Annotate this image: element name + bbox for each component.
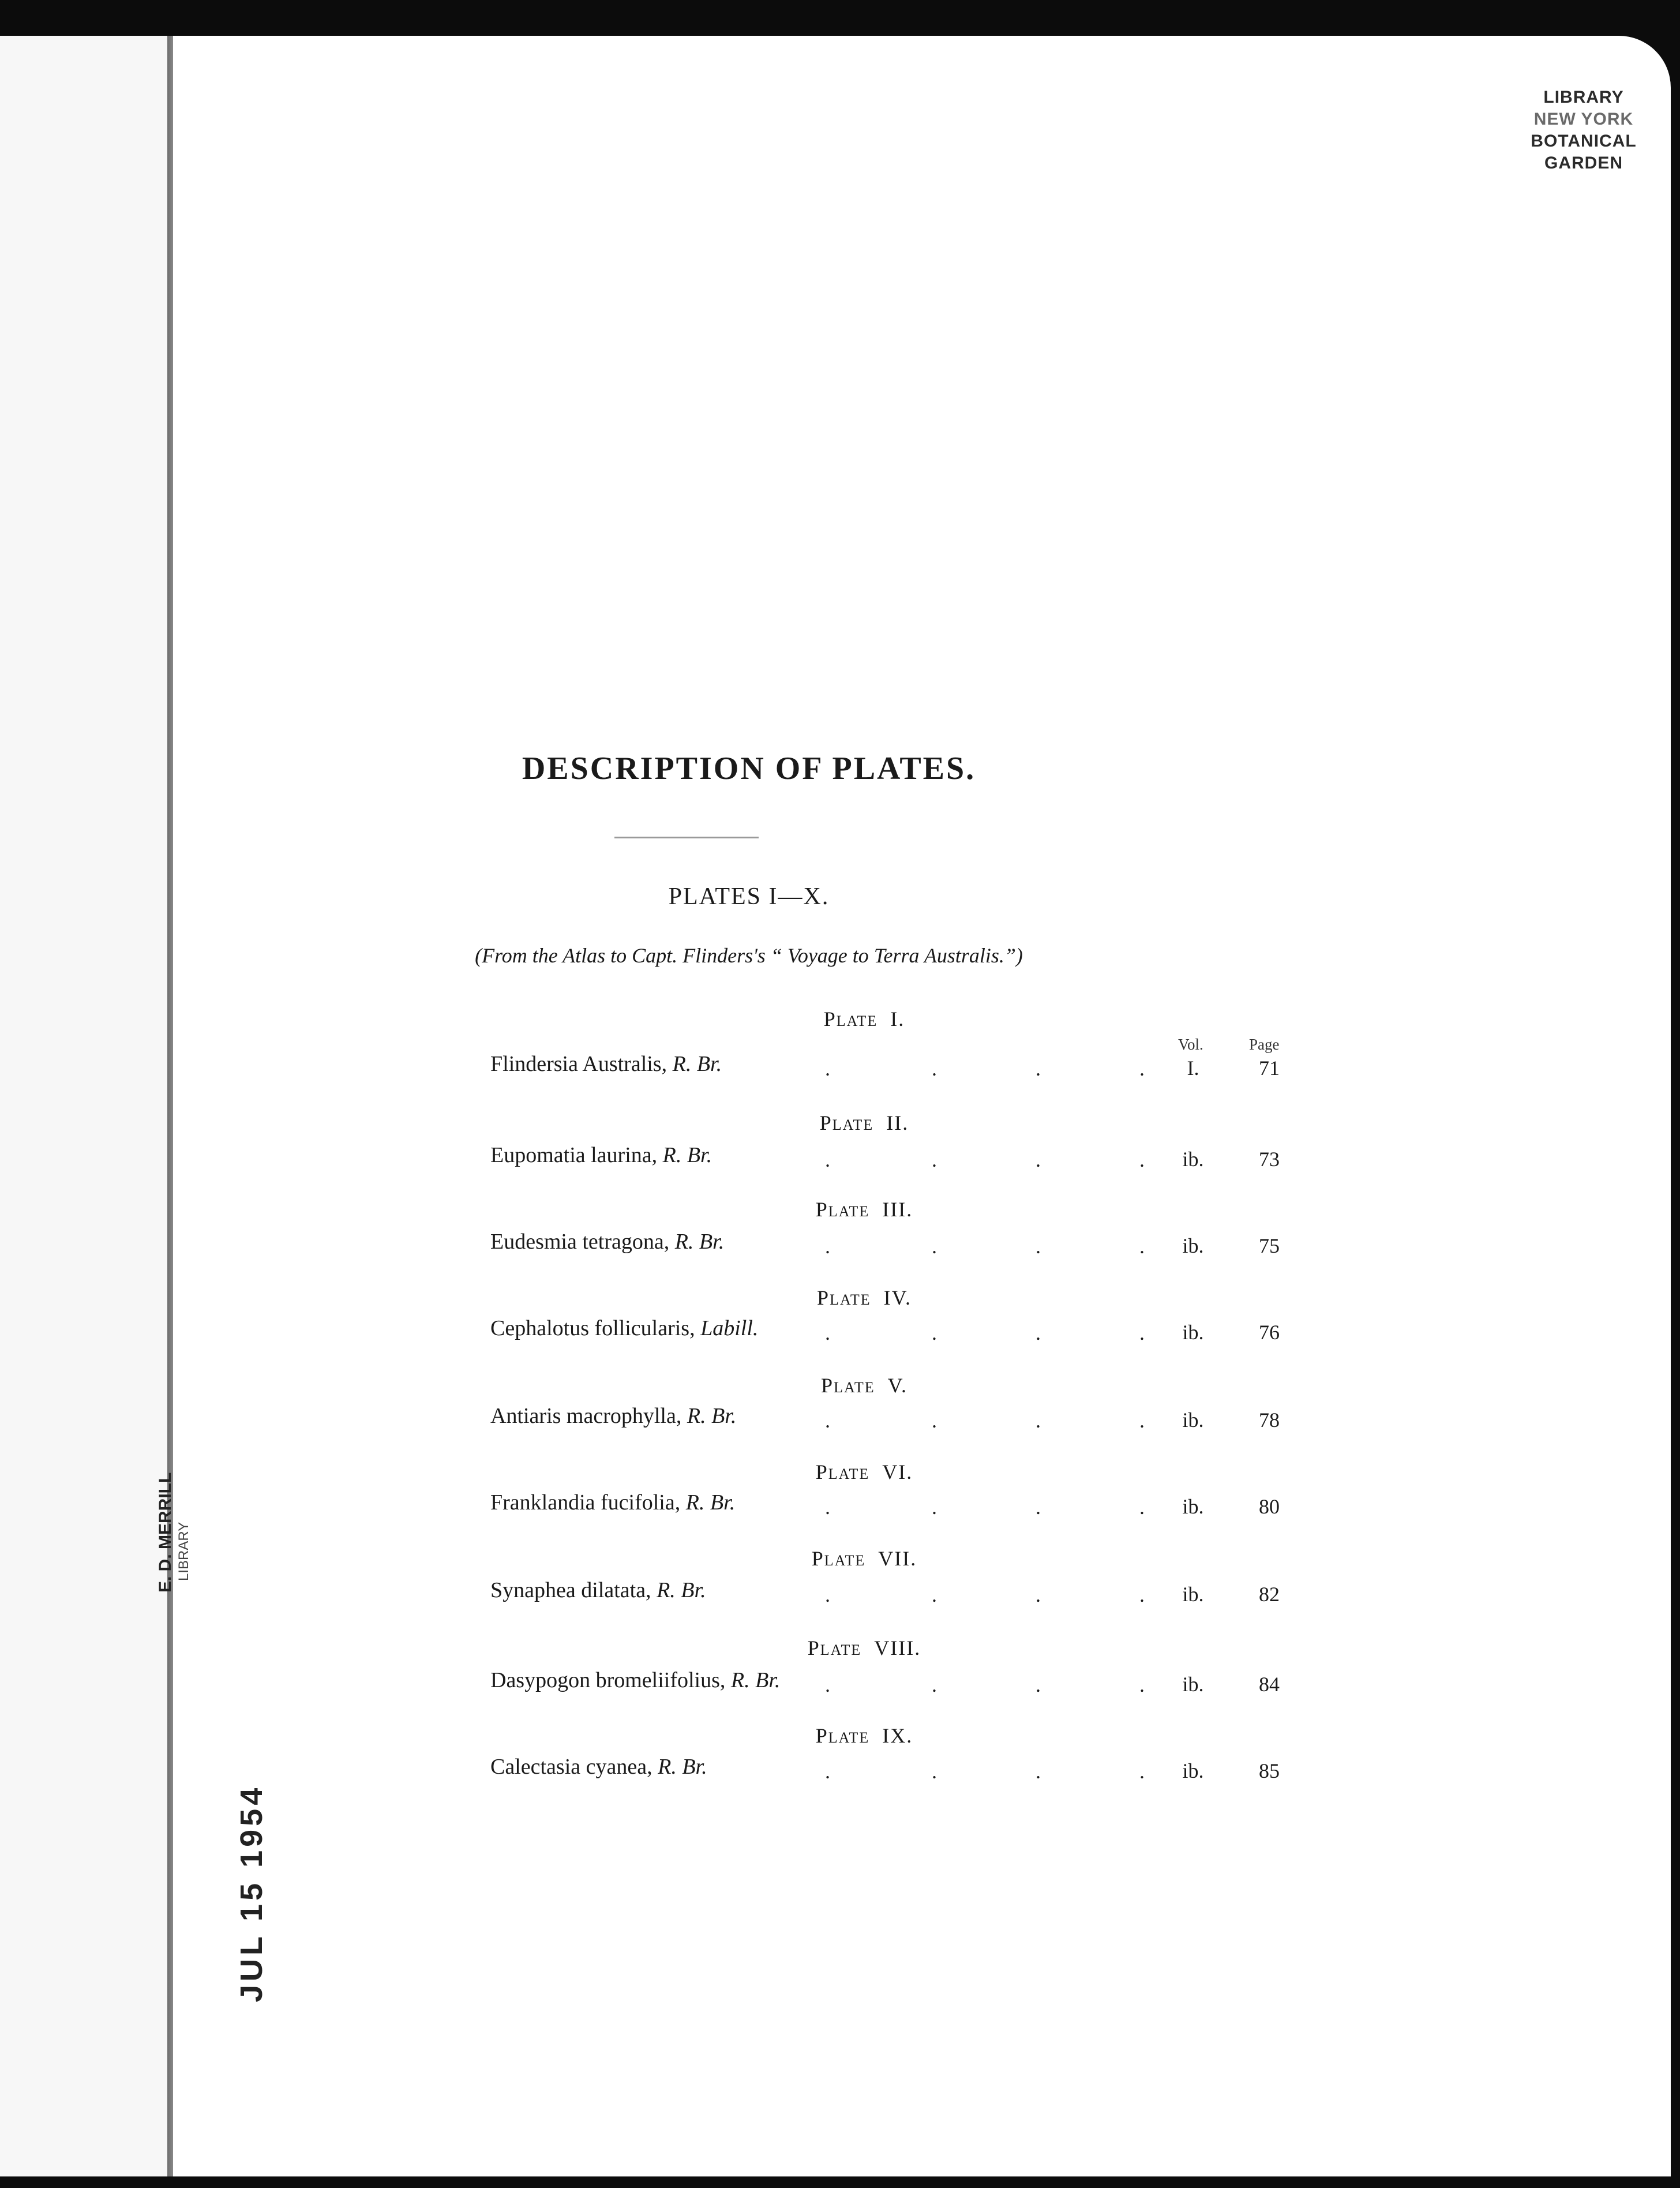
plate-heading: PLATE I. xyxy=(823,1007,905,1031)
leader-dot: . xyxy=(1139,1409,1145,1432)
plate-species-entry xyxy=(490,1668,780,1693)
stamp-line: BOTANICAL xyxy=(1531,132,1637,151)
leader-dot: . xyxy=(825,1148,830,1171)
plate-heading: PLATE VII. xyxy=(811,1547,917,1570)
page-reference: 76 xyxy=(1259,1321,1280,1344)
stamp-line: LIBRARY xyxy=(1543,88,1624,107)
leader-dot: . xyxy=(1036,1496,1041,1519)
species-name: Flindersia Australis, xyxy=(490,1052,673,1076)
volume-reference: ib. xyxy=(1182,1759,1204,1782)
plate-species-entry xyxy=(490,1578,706,1603)
leader-dot: . xyxy=(825,1673,830,1696)
leader-dot: . xyxy=(1036,1409,1041,1432)
plate-heading: PLATE III. xyxy=(815,1198,913,1221)
date-stamp: JUL 15 1954 xyxy=(234,1784,269,2002)
plate-species-entry xyxy=(490,1490,735,1515)
page-reference: 73 xyxy=(1259,1148,1280,1171)
stamp-line: E. D. MERRILL xyxy=(156,1472,175,1593)
plate-species-entry xyxy=(490,1051,722,1077)
volume-reference: ib. xyxy=(1182,1673,1204,1696)
volume-reference: ib. xyxy=(1182,1234,1204,1257)
volume-reference: ib. xyxy=(1182,1321,1204,1344)
plate-heading: PLATE IV. xyxy=(817,1286,912,1309)
page-reference: 75 xyxy=(1259,1234,1280,1257)
species-author: R. Br. xyxy=(730,1668,781,1692)
plate-species-entry xyxy=(490,1316,758,1341)
plate-species-entry xyxy=(490,1229,724,1254)
species-name: Franklandia fucifolia, xyxy=(490,1490,686,1515)
leader-dot: . xyxy=(932,1235,937,1258)
page-reference: 71 xyxy=(1259,1056,1280,1080)
leader-dot: . xyxy=(932,1583,937,1606)
leader-dot: . xyxy=(1139,1583,1145,1606)
stamp-line: LIBRARY xyxy=(176,1522,192,1581)
species-author: R. Br. xyxy=(687,1404,737,1428)
leader-dot: . xyxy=(825,1496,830,1519)
species-author: R. Br. xyxy=(657,1578,706,1602)
leader-dot: . xyxy=(825,1760,830,1783)
leader-dot: . xyxy=(1139,1148,1145,1171)
species-author: R. Br. xyxy=(674,1230,725,1254)
species-name: Dasypogon bromeliifolius, xyxy=(490,1668,731,1692)
leader-dot: . xyxy=(1139,1673,1145,1696)
volume-reference: I. xyxy=(1187,1056,1199,1080)
leader-dot: . xyxy=(932,1057,937,1080)
leader-dot: . xyxy=(1036,1057,1041,1080)
plate-heading: PLATE VIII. xyxy=(807,1636,921,1659)
species-author: R. Br. xyxy=(672,1052,722,1076)
leader-dot: . xyxy=(1139,1235,1145,1258)
leader-dot: . xyxy=(932,1760,937,1783)
leader-dot: . xyxy=(932,1409,937,1432)
leader-dot: . xyxy=(1139,1760,1145,1783)
volume-reference: ib. xyxy=(1182,1495,1204,1518)
leader-dot: . xyxy=(1036,1760,1041,1783)
leader-dot: . xyxy=(825,1583,830,1606)
leader-dot: . xyxy=(932,1673,937,1696)
plate-species-entry xyxy=(490,1754,707,1779)
leader-dot: . xyxy=(825,1409,830,1432)
leader-dot: . xyxy=(1036,1321,1041,1344)
source-note: (From the Atlas to Capt. Flinders's “ Voyage to Terra Australis.”) xyxy=(475,944,1023,967)
plate-species-entry xyxy=(490,1403,736,1429)
leader-dot: . xyxy=(932,1496,937,1519)
vol-column-header: Vol. xyxy=(1178,1036,1203,1053)
page-reference: 80 xyxy=(1259,1495,1280,1518)
volume-reference: ib. xyxy=(1182,1408,1204,1432)
species-name: Eupomatia laurina, xyxy=(490,1143,663,1167)
plate-species-entry xyxy=(490,1142,712,1168)
page-column-header: Page xyxy=(1249,1036,1280,1053)
leader-dot: . xyxy=(1036,1583,1041,1606)
stamp-line: NEW YORK xyxy=(1533,110,1634,129)
species-name: Synaphea dilatata, xyxy=(490,1578,657,1602)
volume-reference: ib. xyxy=(1182,1583,1204,1606)
volume-reference: ib. xyxy=(1182,1148,1204,1171)
page-reference: 78 xyxy=(1259,1408,1280,1432)
species-author: Labill. xyxy=(700,1316,759,1340)
plate-heading: PLATE VI. xyxy=(815,1460,913,1483)
species-name: Eudesmia tetragona, xyxy=(490,1230,675,1254)
leader-dot: . xyxy=(932,1148,937,1171)
leader-dot: . xyxy=(1139,1496,1145,1519)
leader-dot: . xyxy=(1036,1235,1041,1258)
leader-dot: . xyxy=(825,1235,830,1258)
leader-dot: . xyxy=(932,1321,937,1344)
leader-dot: . xyxy=(825,1057,830,1080)
document-page xyxy=(173,36,1671,2176)
leader-dot: . xyxy=(1036,1148,1041,1171)
leader-dot: . xyxy=(1036,1673,1041,1696)
nybg-library-stamp xyxy=(1529,87,1638,174)
species-author: R. Br. xyxy=(658,1755,707,1779)
species-name: Cephalotus follicularis, xyxy=(490,1316,701,1340)
plates-range-heading: PLATES I—X. xyxy=(668,883,830,910)
stamp-line: GARDEN xyxy=(1544,153,1623,173)
page-reference: 85 xyxy=(1259,1759,1280,1782)
merrill-library-stamp xyxy=(156,1373,242,1673)
plate-heading: PLATE IX. xyxy=(815,1724,913,1747)
page-reference: 82 xyxy=(1259,1583,1280,1606)
leader-dot: . xyxy=(1139,1057,1145,1080)
page-reference: 84 xyxy=(1259,1673,1280,1696)
species-name: Calectasia cyanea, xyxy=(490,1755,658,1779)
species-author: R. Br. xyxy=(662,1143,712,1167)
page-title: DESCRIPTION OF PLATES. xyxy=(522,751,976,786)
leader-dot: . xyxy=(825,1321,830,1344)
plate-heading: PLATE V. xyxy=(821,1374,907,1397)
title-divider xyxy=(614,837,759,838)
species-name: Antiaris macrophylla, xyxy=(490,1404,687,1428)
plate-heading: PLATE II. xyxy=(819,1111,909,1134)
leader-dot: . xyxy=(1139,1321,1145,1344)
left-page-edge xyxy=(0,36,167,2176)
species-author: R. Br. xyxy=(685,1490,736,1515)
